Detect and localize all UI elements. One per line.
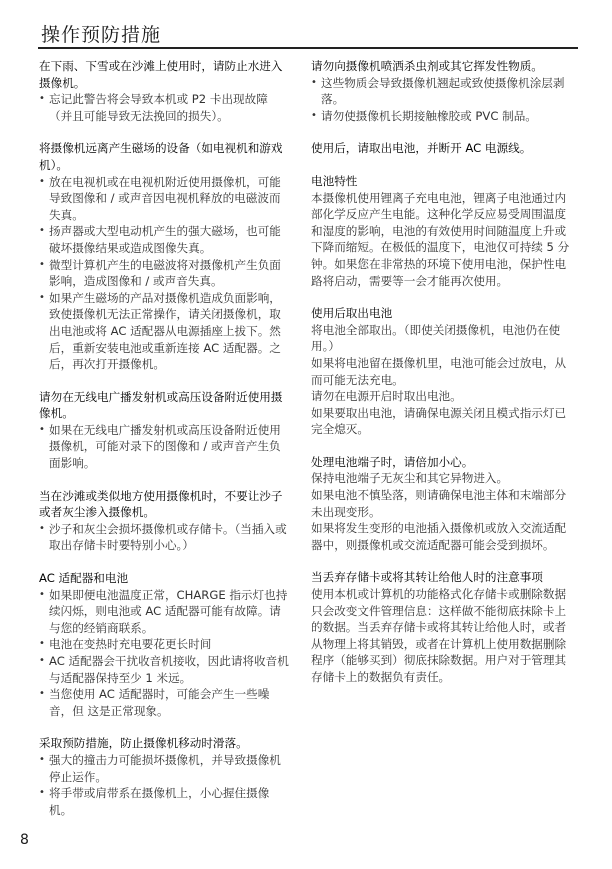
section-heading: AC 适配器和电池 [39,571,129,586]
page-title: 操作预防措施 [41,24,162,46]
section [39,488,289,554]
section [39,570,289,719]
paragraph: 将电池全部取出。（即使关闭摄像机，电池仍在使用。） [311,322,561,354]
left-column [39,58,289,834]
right-column [311,58,571,702]
bullet-item: • 微型计算机产生的电磁波将对摄像机产生负面影响，造成图像和 / 或声音失真。 [39,257,289,290]
bullet-item: • 忘记此警告将会导致本机或 P2 卡出现故障（并且可能导致无法挽回的损失）。 [39,91,289,124]
bullet-item: • 请勿使摄像机长期接触橡胶或 PVC 制品。 [311,108,571,125]
section-heading: 请勿在无线电广播发射机或高压设备附近使用摄像机。 [39,389,283,421]
section [311,569,571,685]
section-heading: 处理电池端子时，请倍加小心。 [311,454,474,469]
section [311,454,571,554]
bullet-item: • 电池在变热时充电要花更长时间 [39,636,289,653]
bullet-list [39,752,289,818]
paragraph: 请勿在电源开启时取出电池。 [311,389,462,404]
bullet-list [39,174,289,373]
bullet-list [39,422,289,472]
bullet-item: • 这些物质会导致摄像机翘起或致使摄像机涂层剥落。 [311,75,571,108]
section [39,140,289,372]
bullet-item: • 放在电视机或在电视机附近使用摄像机，可能导致图像和 / 或声音因电视机释放的电磁波而失真。 [39,174,289,224]
paragraph: 如果要取出电池，请确保电源关闭且模式指示灯已完全熄灭。 [311,405,567,437]
section [39,735,289,818]
section-heading: 当在沙滩或类似地方使用摄像机时，不要让沙子或者灰尘渗入摄像机。 [39,488,283,520]
page-number: 8 [20,832,29,848]
paragraph: 使用本机或计算机的功能格式化存储卡或删除数据只会改变文件管理信息：这样做不能彻底抹除卡上的数据。当丢弃存储卡或将其转让给他人时，或者从物理上将其销毁，或者在计算机上使用数据删除程序（能够买到）彻底抹除数据。用户对于管理其存储卡上的数据负有责任。 [311,587,567,684]
section-heading: 使用后，请取出电池，并断开 AC 电源线。 [311,141,532,156]
bullet-item: • 将手带或肩带系在摄像机上，小心握住摄像机。 [39,785,289,818]
bullet-item: • 当您使用 AC 适配器时，可能会产生一些噪音，但 这是正常现象。 [39,686,289,719]
section-heading: 电池特性 [311,173,358,188]
bullet-item: • 如果即便电池温度正常，CHARGE 指示灯也持续闪烁，则电池或 AC 适配器可能有故障。请与您的经销商联系。 [39,587,289,637]
bullet-item: • 沙子和灰尘会损坏摄像机或存储卡。（当插入或取出存储卡时要特别小心。） [39,521,289,554]
section [311,58,571,124]
section-heading: 采取预防措施，防止摄像机移动时滑落。 [39,736,248,751]
section-heading: 使用后取出电池 [311,306,393,321]
paragraph: 如果将发生变形的电池插入摄像机或放入交流适配器中，则摄像机或交流适配器可能会受到损坏。 [311,521,567,552]
bullet-item: • 强大的撞击力可能损坏摄像机，并导致摄像机停止运作。 [39,752,289,785]
paragraph: 如果将电池留在摄像机里，电池可能会过放电，从而可能无法充电。 [311,355,567,387]
title-rule [38,47,578,49]
section [311,305,571,438]
section-heading: 在下雨、下雪或在沙滩上使用时，请防止水进入摄像机。 [39,59,283,90]
bullet-item: • 如果产生磁场的产品对摄像机造成负面影响，致使摄像机无法正常操作，请关闭摄像机，取出电池或将 AC 适配器从电源插座上拔下。然后，重新安装电池或重新连接 AC 适配器。之后，再次打开摄像机。 [39,290,289,373]
bullet-item: • 如果在无线电广播发射机或高压设备附近使用摄像机，可能对录下的图像和 / 或声音产生负面影响。 [39,422,289,472]
section [39,58,289,124]
paragraph: 如果电池不慎坠落，则请确保电池主体和末端部分未出现变形。 [311,488,567,519]
section [311,140,571,157]
section-heading: 将摄像机远离产生磁场的设备（如电视机和游戏机）。 [39,141,283,172]
bullet-list [39,91,289,124]
bullet-list [311,75,571,125]
bullet-list [39,521,289,554]
section-heading: 请勿向摄像机喷洒杀虫剂或其它挥发性物质。 [311,59,543,73]
bullet-item: • AC 适配器会干扰收音机接收，因此请将收音机与适配器保持至少 1 米远。 [39,653,289,686]
section [311,173,571,289]
section [39,389,289,472]
bullet-list [39,587,289,720]
section-heading: 当丢弃存储卡或将其转让给他人时的注意事项 [311,570,543,585]
bullet-item: • 扬声器或大型电动机产生的强大磁场，也可能破坏摄像结果或造成图像失真。 [39,223,289,256]
paragraph: 保持电池端子无灰尘和其它异物进入。 [311,471,509,486]
paragraph: 本摄像机使用锂离子充电电池，锂离子电池通过内部化学反应产生电能。这种化学反应易受周围温度和湿度的影响，电池的有效使用时间随温度上升或下降而缩短。在极低的温度下，电池仅可持续 5 分钟。如果您在非常热的环境下使用电池，保护性电路将启动，需要等一会才能再次使用。 [311,190,570,288]
